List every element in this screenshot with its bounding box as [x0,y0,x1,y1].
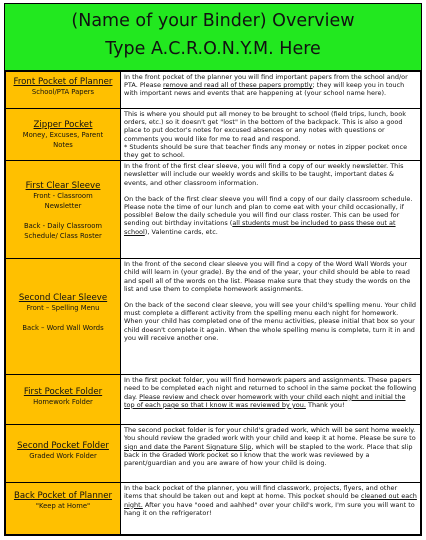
desc-text: ; they will keep you in touch with important news and events that are happening at (your school name here). [124,81,405,98]
row-description [121,259,421,375]
section-name: Second Pocket Folder [17,441,109,452]
desc-text: In the front of the second clear sleeve you will find a copy of the Word Wall Words your child will learn in (your grade). By the end of the year, your child should be able to read and spell all of the words on the list. Please make sure that they study the words on the list and use them to complete homework assignments. [124,260,411,293]
desc-underlined: cleaned out each night. [124,492,417,509]
section-name: First Pocket Folder [23,387,103,398]
desc-text: Thank you! [305,400,345,409]
desc-text: * Students should be sure that teacher finds any money or notes in zipper pocket once they get to school. [124,142,408,160]
section-sub: Money, Excuses, Parent [22,131,104,139]
desc-underlined: all students must be included to pass these out at school [124,219,396,236]
desc-text: In the back pocket of the planner, you will find classwork, projects, flyers, and other items that should be taken out and kept at home. This pocket should be [124,484,398,501]
row-label [6,259,121,375]
desc-text: In the front of the first clear sleeve, you will find a copy of our weekly newsletter. This newsletter will include our weekly words and skills to be taught, important dates & events, and other classroom information. [124,162,404,187]
section-sub: Front – Spelling Menu [26,304,100,313]
row-description [121,375,421,425]
desc-text: ), Valentine cards, etc. [144,227,218,236]
header [5,4,421,71]
section-sub: Back - Daily Classroom [23,222,103,231]
desc-text: In the front pocket of the planner you will find important papers from the school and/or PTA. Please [124,73,408,90]
row-description [121,72,421,109]
section-sub [6,313,120,323]
table-row [6,259,421,375]
binder-title: (Name of your Binder) Overview [71,11,355,31]
binder-overview-sheet [4,3,422,536]
desc-text: , which will be stapled to the work. Place that slip back in the Graded Work pocket so I know that the work was reviewed by a parent/guardian and you are aware of how your child is doing. [124,442,413,468]
row-label [6,375,121,425]
section-sub: Graded Work Folder [29,452,97,461]
row-label [6,483,121,535]
section-name: Zipper Pocket [33,120,93,130]
row-label [6,72,121,109]
section-name: Second Clear Sleeve [18,293,108,304]
desc-underlined: remove and read all of these papers promptly [163,81,313,90]
row-label [6,109,121,161]
section-sub: Front - Classroom [33,192,93,201]
section-name: Front Pocket of Planner [13,77,113,87]
section-sub: Homework Folder [33,398,93,407]
row-description [121,483,421,535]
row-description [121,161,421,259]
section-sub: Notes [53,141,73,149]
desc-text: On the back of the second clear sleeve, you will see your child's spelling menu. Your child must complete a different activity from the spelling menu each night for homework. When your child has completed one of the menu activities, please initial that box so your child doesn't complete it again. When the whole spelling menu is complete, turn it in and you will receive another one. [124,301,417,342]
section-sub: Back – Word Wall Words [22,324,104,333]
desc-text: In the first pocket folder, you will find homework papers and assignments. These papers need to be completed each night and returned to school in the same pocket the following day. [124,376,417,401]
acronym-title: Type A.C.R.O.N.Y.M. Here [105,39,321,59]
row-label [6,161,121,259]
desc-text: On the back of the first clear sleeve you will find a copy of our daily classroom schedule. Please note the time of our lunch and plan to come eat with your child occasionally, if possible! Below the daily schedule you will find our class roster. This can be used for sending out birthday invitations ( [124,194,413,228]
desc-underlined: Please review and check over homework with your child each night and initial the top of each page so that I know it was reviewed by you. [124,392,406,409]
desc-text: This is where you should put all money to be brought to school (field trips, lunch, book orders, etc.) so it doesn't get "lost" in the bottom of the backpack. This is also a good place to put doctor's notes for excused absences or any notes with questions or comments you would like for me to read and respond. [124,110,407,143]
desc-underlined: sign and date the Parent Signature Slip [124,442,252,451]
desc-text: After you have "ooed and aahhed" over your child's work, I'm sure you will want to hang it on the refrigerator! [124,500,415,517]
row-description [121,109,421,161]
desc-text: The second pocket folder is for your child's graded work, which will be sent home weekly. You should review the graded work with your child and keep it at home. Please be sure to [124,426,416,443]
section-sub [6,211,120,221]
section-name: Back Pocket of Planner [13,491,113,502]
table-row [6,375,421,425]
section-sub: "Keep at Home" [35,502,91,511]
table-row [6,425,421,483]
table-row [6,161,421,259]
row-label [6,425,121,483]
table-row [6,109,421,161]
section-name: First Clear Sleeve [25,181,101,192]
section-sub: Newsletter [44,202,82,211]
table-row [6,72,421,109]
row-description [121,425,421,483]
section-sub: School/PTA Papers [31,88,95,96]
section-sub: Schedule/ Class Roster [24,232,102,241]
table-row [6,483,421,535]
sections-table [5,71,421,535]
